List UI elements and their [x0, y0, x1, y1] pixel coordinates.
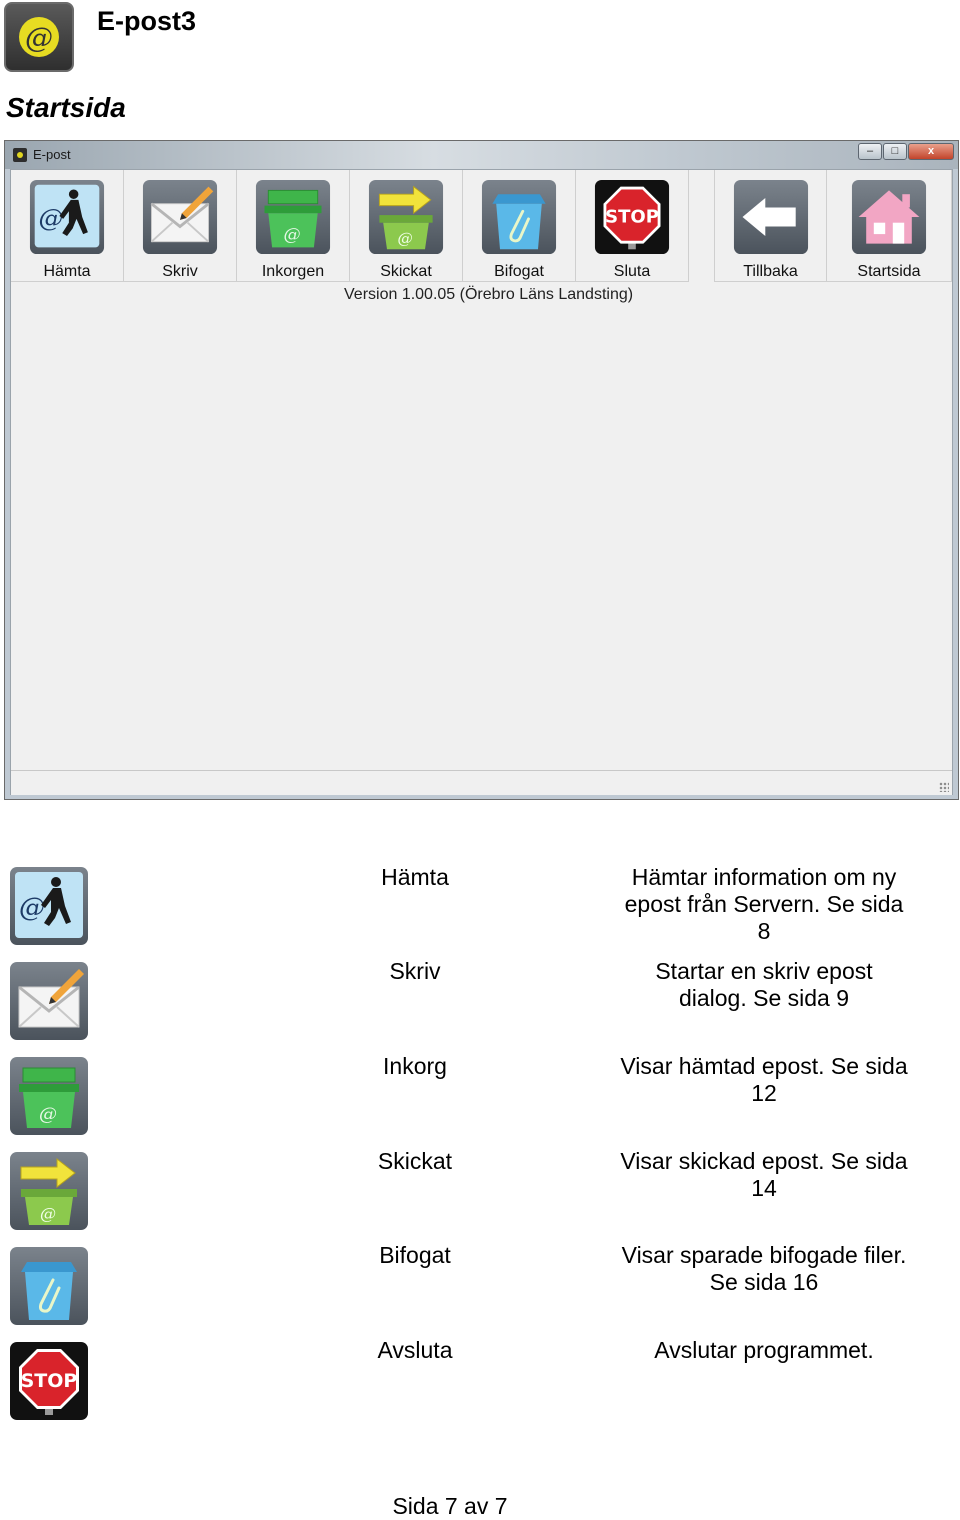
legend-name: Bifogat: [379, 1242, 451, 1268]
toolbar-label: Sluta: [613, 263, 651, 280]
maximize-button[interactable]: □: [883, 143, 907, 160]
legend-name: Hämta: [381, 864, 449, 890]
version-text: Version 1.00.05 (Örebro Läns Landsting): [344, 286, 634, 303]
toolbar-button-skickat[interactable]: [350, 170, 463, 282]
page-heading: Startsida: [6, 92, 126, 123]
app-window: [4, 140, 959, 800]
paperclip-bin-icon: [9, 1246, 89, 1326]
client-area: [10, 169, 953, 795]
inbox-bin-icon: [255, 179, 331, 255]
page-number: Sida 7 av 7: [392, 1493, 508, 1519]
toolbar-label: Tillbaka: [743, 263, 798, 280]
inbox-bin-icon: [9, 1056, 89, 1136]
legend-description: Avslutar programmet.: [654, 1337, 874, 1363]
home-icon: [851, 179, 927, 255]
back-arrow-icon: [733, 179, 809, 255]
toolbar-button-inkorgen[interactable]: [237, 170, 350, 282]
toolbar-button-skriv[interactable]: [124, 170, 237, 282]
toolbar-label: Skickat: [380, 263, 432, 280]
legend-name: Skriv: [389, 958, 441, 984]
toolbar-label: Hämta: [43, 263, 91, 280]
app-logo: [4, 2, 74, 72]
window-icon: [13, 148, 27, 162]
toolbar-button-hamta[interactable]: [11, 170, 124, 282]
svg-text:@: @: [25, 21, 53, 54]
toolbar-button-sluta[interactable]: [576, 170, 689, 282]
toolbar-button-bifogat[interactable]: [463, 170, 576, 282]
toolbar-label: Skriv: [162, 263, 198, 280]
walking-person-at-icon: [9, 866, 89, 946]
toolbar-label: Inkorgen: [261, 263, 325, 280]
stop-sign-icon: [9, 1341, 89, 1421]
legend-description: Hämtar information om ny epost från Servern. Se sida 8: [624, 864, 904, 944]
window-title: E-post: [33, 147, 71, 162]
envelope-pen-icon: [142, 179, 218, 255]
app-title: E-post3: [97, 6, 197, 36]
legend-name: Inkorg: [383, 1053, 447, 1079]
legend-description: Visar skickad epost. Se sida 14: [620, 1148, 908, 1201]
title-bar[interactable]: [5, 141, 958, 169]
toolbar-button-startsida[interactable]: [827, 170, 952, 282]
close-button[interactable]: x: [908, 143, 954, 160]
at-sign-icon: [6, 4, 72, 70]
sent-bin-arrow-icon: [9, 1151, 89, 1231]
stop-sign-icon: [594, 179, 670, 255]
envelope-pen-icon: [9, 961, 89, 1041]
legend-description: Visar hämtad epost. Se sida 12: [620, 1053, 908, 1106]
minimize-button[interactable]: –: [858, 143, 882, 160]
legend-name: Skickat: [377, 1148, 453, 1174]
toolbar-label: Startsida: [857, 263, 921, 280]
status-bar: [11, 770, 952, 795]
paperclip-bin-icon: [481, 179, 557, 255]
toolbar-button-tillbaka[interactable]: [714, 170, 827, 282]
sent-bin-arrow-icon: [368, 179, 444, 255]
walking-person-at-icon: [29, 179, 105, 255]
legend-name: Avsluta: [377, 1337, 453, 1363]
resize-grip-icon[interactable]: [939, 782, 949, 792]
legend-description: Startar en skriv epost dialog. Se sida 9: [655, 958, 873, 1011]
toolbar-label: Bifogat: [494, 263, 544, 280]
legend-description: Visar sparade bifogade filer. Se sida 16: [621, 1242, 907, 1295]
